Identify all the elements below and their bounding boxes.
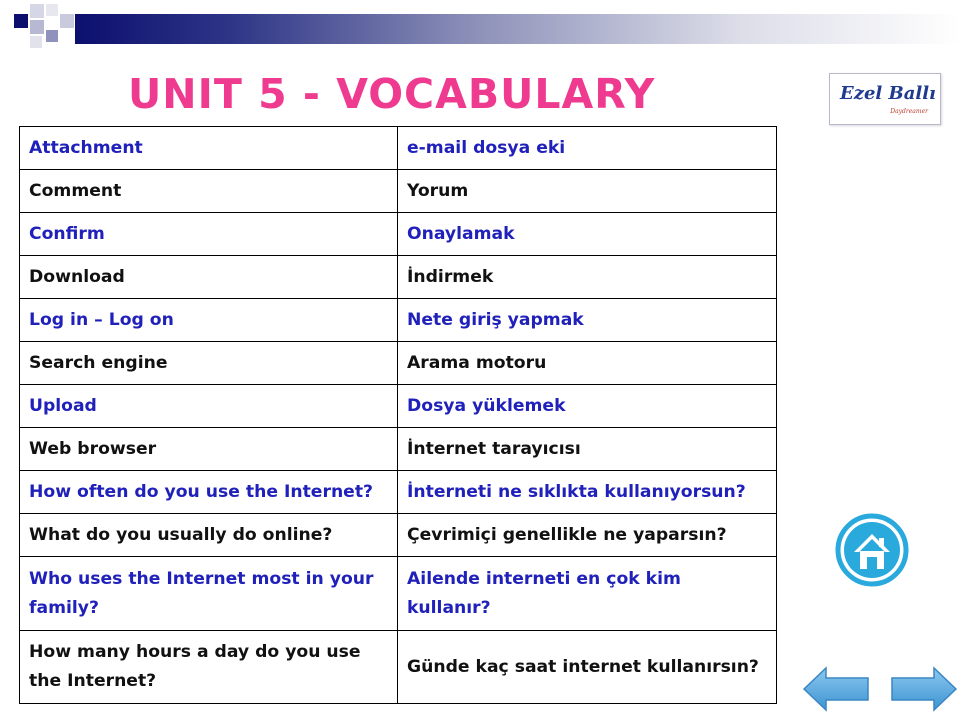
turkish-term: Günde kaç saat internet kullanırsın? (398, 631, 777, 704)
slide-title: UNIT 5 - VOCABULARY (128, 70, 656, 118)
table-row (20, 256, 777, 299)
next-slide-button[interactable] (888, 666, 958, 712)
decor-square (14, 14, 28, 28)
home-button[interactable] (834, 512, 910, 588)
english-term: Search engine (20, 342, 398, 385)
table-row (20, 385, 777, 428)
table-row (20, 471, 777, 514)
english-term: Log in – Log on (20, 299, 398, 342)
turkish-term: Dosya yüklemek (398, 385, 777, 428)
decor-square (46, 4, 58, 16)
arrow-right-icon (888, 666, 958, 712)
turkish-term: Çevrimiçi genellikle ne yaparsın? (398, 514, 777, 557)
previous-slide-button[interactable] (802, 666, 872, 712)
turkish-term: İnternet tarayıcısı (398, 428, 777, 471)
turkish-term: Yorum (398, 170, 777, 213)
english-term: What do you usually do online? (20, 514, 398, 557)
table-row (20, 514, 777, 557)
logo-tagline: Daydreamer (890, 108, 928, 115)
table-row (20, 213, 777, 256)
turkish-term: Ailende interneti en çok kim kullanır? (398, 557, 777, 631)
english-term: Comment (20, 170, 398, 213)
table-row (20, 170, 777, 213)
english-term: Upload (20, 385, 398, 428)
table-row (20, 127, 777, 170)
english-term: Who uses the Internet most in your family? (20, 557, 398, 631)
arrow-left-icon (802, 666, 872, 712)
home-icon (834, 512, 910, 588)
table-row (20, 631, 777, 704)
turkish-term: e-mail dosya eki (398, 127, 777, 170)
decor-square (60, 14, 74, 28)
english-term: How often do you use the Internet? (20, 471, 398, 514)
english-term: Web browser (20, 428, 398, 471)
logo-name: Ezel Ballı (840, 83, 936, 104)
decor-square (30, 36, 42, 48)
english-term: Download (20, 256, 398, 299)
turkish-term: İndirmek (398, 256, 777, 299)
table-row (20, 428, 777, 471)
turkish-term: Onaylamak (398, 213, 777, 256)
vocabulary-table (19, 126, 777, 704)
turkish-term: İnterneti ne sıklıkta kullanıyorsun? (398, 471, 777, 514)
brand-logo (829, 73, 941, 125)
english-term: How many hours a day do you use the Internet? (20, 631, 398, 704)
turkish-term: Arama motoru (398, 342, 777, 385)
table-row (20, 299, 777, 342)
turkish-term: Nete giriş yapmak (398, 299, 777, 342)
top-decorative-band (0, 0, 960, 50)
decor-square (46, 30, 58, 42)
english-term: Attachment (20, 127, 398, 170)
decor-square (30, 20, 44, 34)
table-row (20, 557, 777, 631)
header-gradient-bar (75, 14, 960, 44)
decor-square (30, 4, 44, 18)
english-term: Confirm (20, 213, 398, 256)
table-row (20, 342, 777, 385)
